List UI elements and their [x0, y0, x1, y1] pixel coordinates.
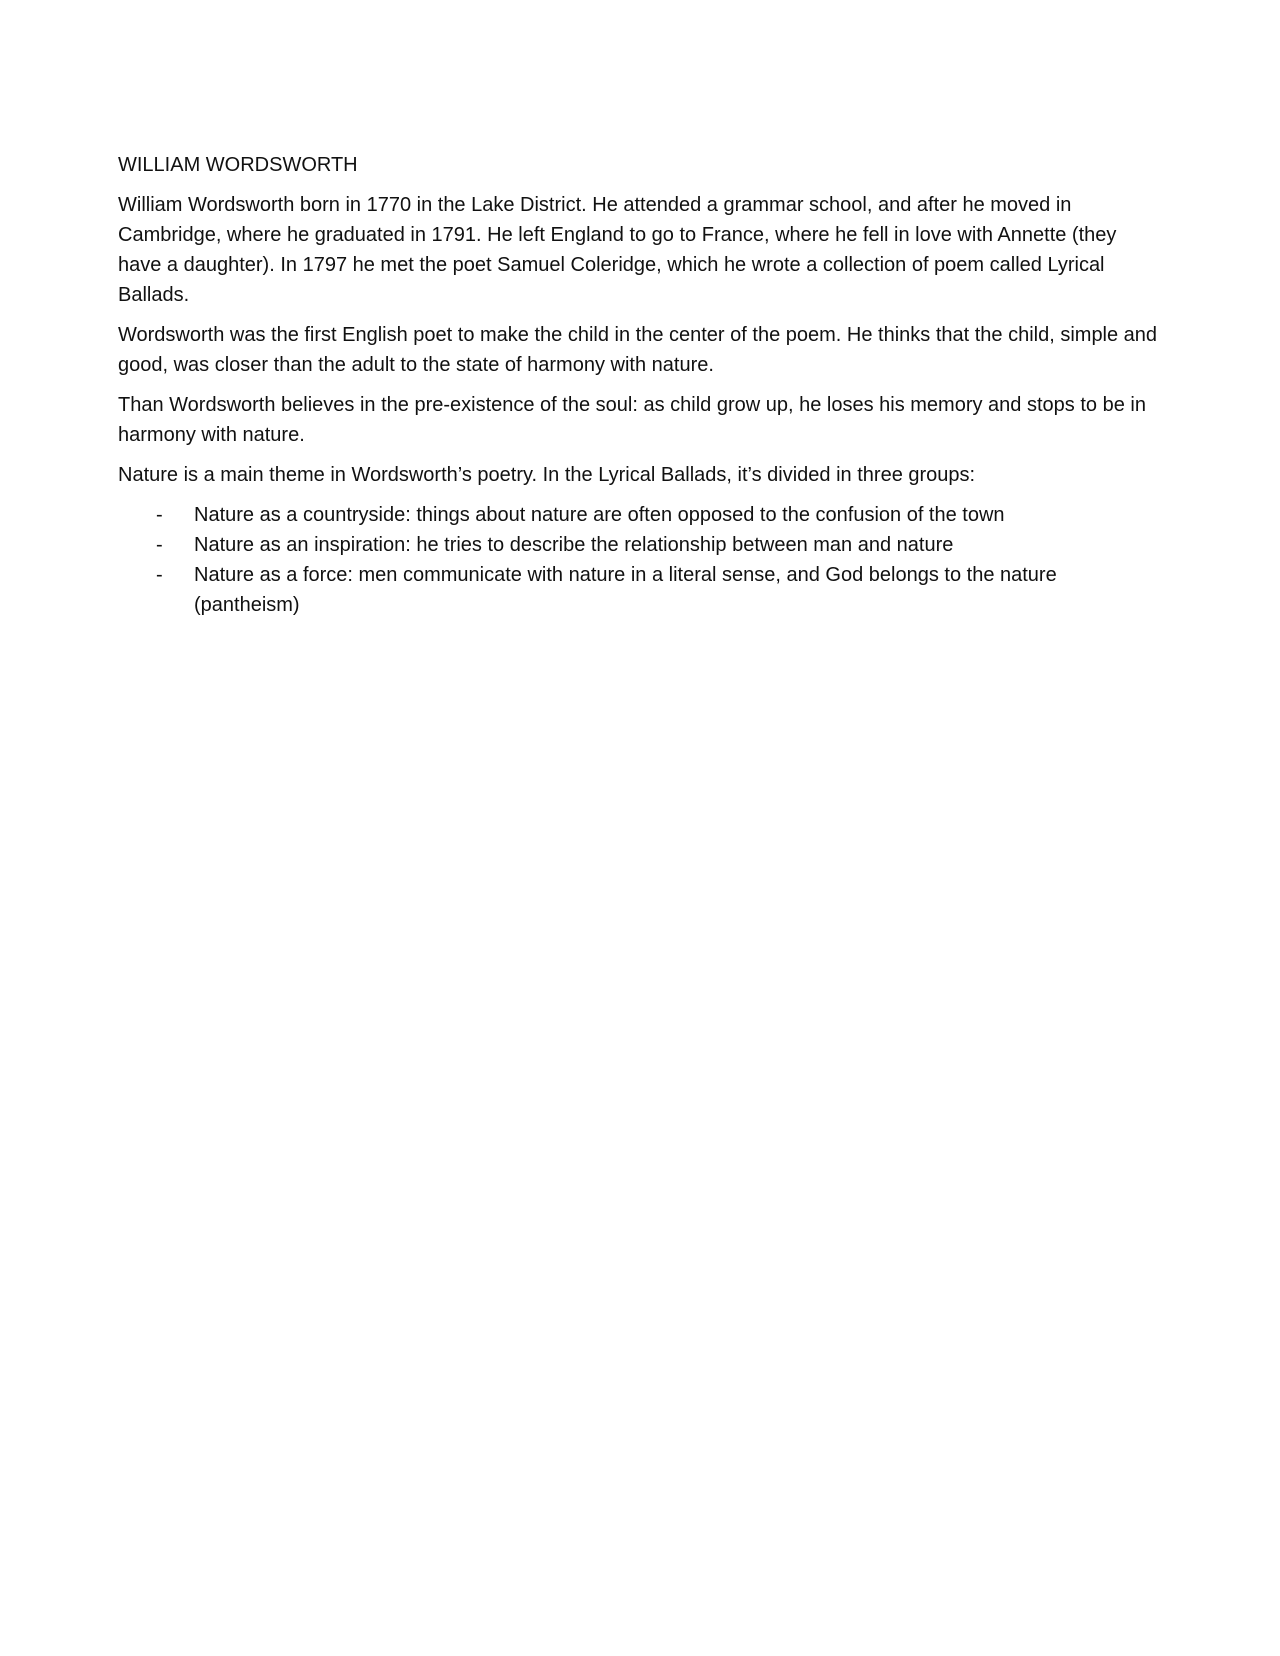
- list-item-text: Nature as an inspiration: he tries to describe the relationship between man and nature: [194, 534, 954, 556]
- paragraph-nature-intro: Nature is a main theme in Wordsworth’s poetry. In the Lyrical Ballads, it’s divided in three groups:: [118, 464, 976, 486]
- paragraph-soul: Than Wordsworth believes in the pre-existence of the soul: as child grow up, he loses his memory and stops to be in harmony with nature.: [118, 394, 1146, 446]
- list-item: [118, 560, 1158, 620]
- bullet-marker: -: [156, 534, 163, 556]
- bullet-marker: -: [156, 564, 163, 586]
- paragraph-child: Wordsworth was the first English poet to make the child in the center of the poem. He thinks that the child, simple and good, was closer than the adult to the state of harmony with nature.: [118, 324, 1158, 376]
- list-item: [118, 530, 1158, 560]
- list-item-text: Nature as a countryside: things about nature are often opposed to the confusion of the town: [194, 504, 1005, 526]
- nature-groups-list: [118, 500, 1158, 620]
- bullet-marker: -: [156, 504, 163, 526]
- list-item-text: Nature as a force: men communicate with nature in a literal sense, and God belongs to the nature (pantheism): [194, 564, 1057, 616]
- paragraph-biography: William Wordsworth born in 1770 in the Lake District. He attended a grammar school, and after he moved in Cambridge, where he graduated in 1791. He left England to go to France, where he fell in love with Annette (they have a daughter). In 1797 he met the poet Samuel Coleridge, which he wrote a collection of poem called Lyrical Ballads.: [118, 194, 1117, 306]
- document-page: [118, 150, 1158, 620]
- list-item: [118, 500, 1158, 530]
- document-title: WILLIAM WORDSWORTH: [118, 154, 358, 176]
